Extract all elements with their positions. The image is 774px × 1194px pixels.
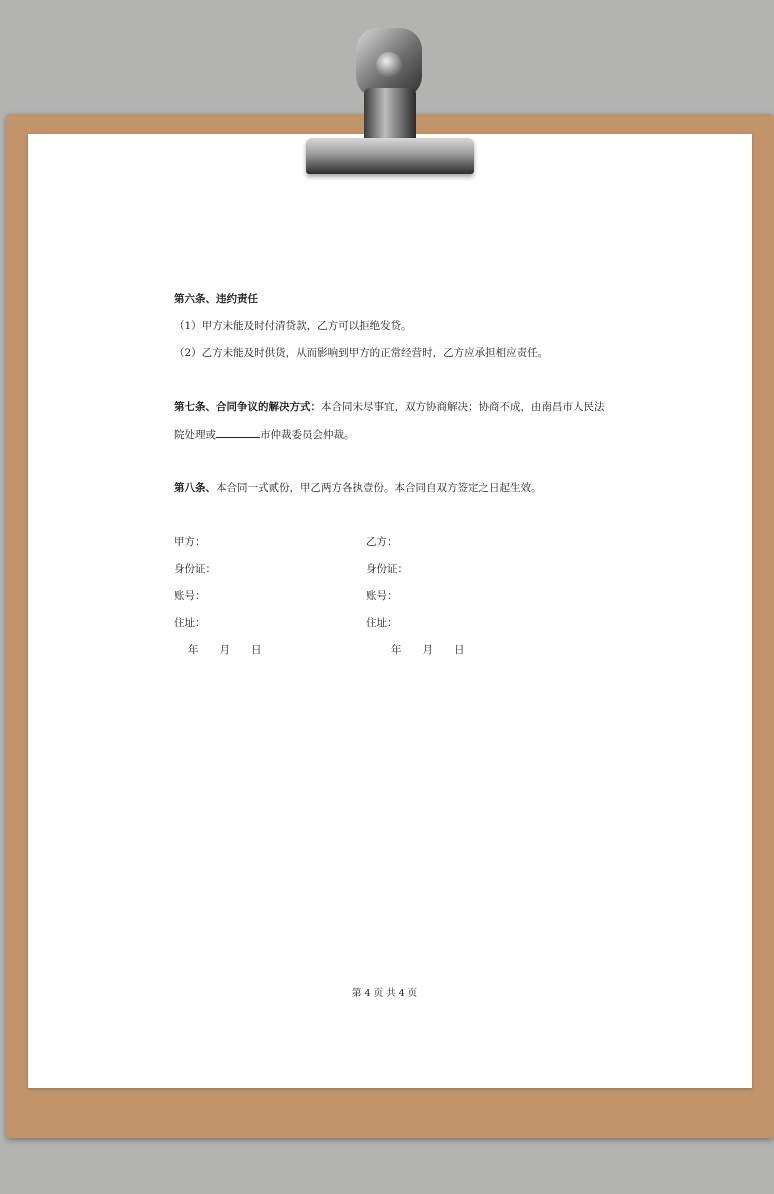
- party-b-date: 年 月 日: [391, 644, 465, 656]
- article7-text2-prefix: 院处理或: [174, 429, 216, 441]
- document-page: [28, 134, 752, 1088]
- party-a-address-label: 住址：: [174, 617, 206, 629]
- article6-heading: 第六条、违约责任: [174, 293, 258, 305]
- party-b-address-label: 住址：: [366, 617, 398, 629]
- article6-item1: （1）甲方未能及时付清贷款，乙方可以拒绝发贷。: [174, 320, 412, 332]
- party-a-date: 年 月 日: [188, 644, 262, 656]
- article7-heading: 第七条、合同争议的解决方式：: [174, 401, 321, 413]
- article8-heading: 第八条、: [174, 482, 216, 494]
- party-a-id-label: 身份证：: [174, 563, 216, 575]
- article8-line: [174, 481, 542, 495]
- article7-line2: [174, 427, 355, 442]
- article8-text: 本合同一式贰份，甲乙两方各执壹份。本合同自双方签定之日起生效。: [216, 482, 542, 494]
- party-b-label: 乙方：: [366, 536, 398, 548]
- page-number: 第 4 页 共 4 页: [352, 988, 418, 999]
- article6-item2: （2）乙方未能及时供货，从而影响到甲方的正常经营时，乙方应承担相应责任。: [174, 347, 549, 359]
- article7-text1: 本合同未尽事宜，双方协商解决；协商不成，由南昌市人民法: [321, 401, 605, 413]
- party-b-id-label: 身份证：: [366, 563, 408, 575]
- party-a-label: 甲方：: [174, 536, 206, 548]
- article7-line1: [174, 400, 605, 414]
- party-b-account-label: 账号：: [366, 590, 398, 602]
- clip-rivet-icon: [376, 52, 402, 78]
- clip-plate: [306, 138, 474, 174]
- party-a-account-label: 账号：: [174, 590, 206, 602]
- article7-text2-suffix: 市仲裁委员会仲裁。: [260, 429, 355, 441]
- blank-line: [216, 427, 260, 438]
